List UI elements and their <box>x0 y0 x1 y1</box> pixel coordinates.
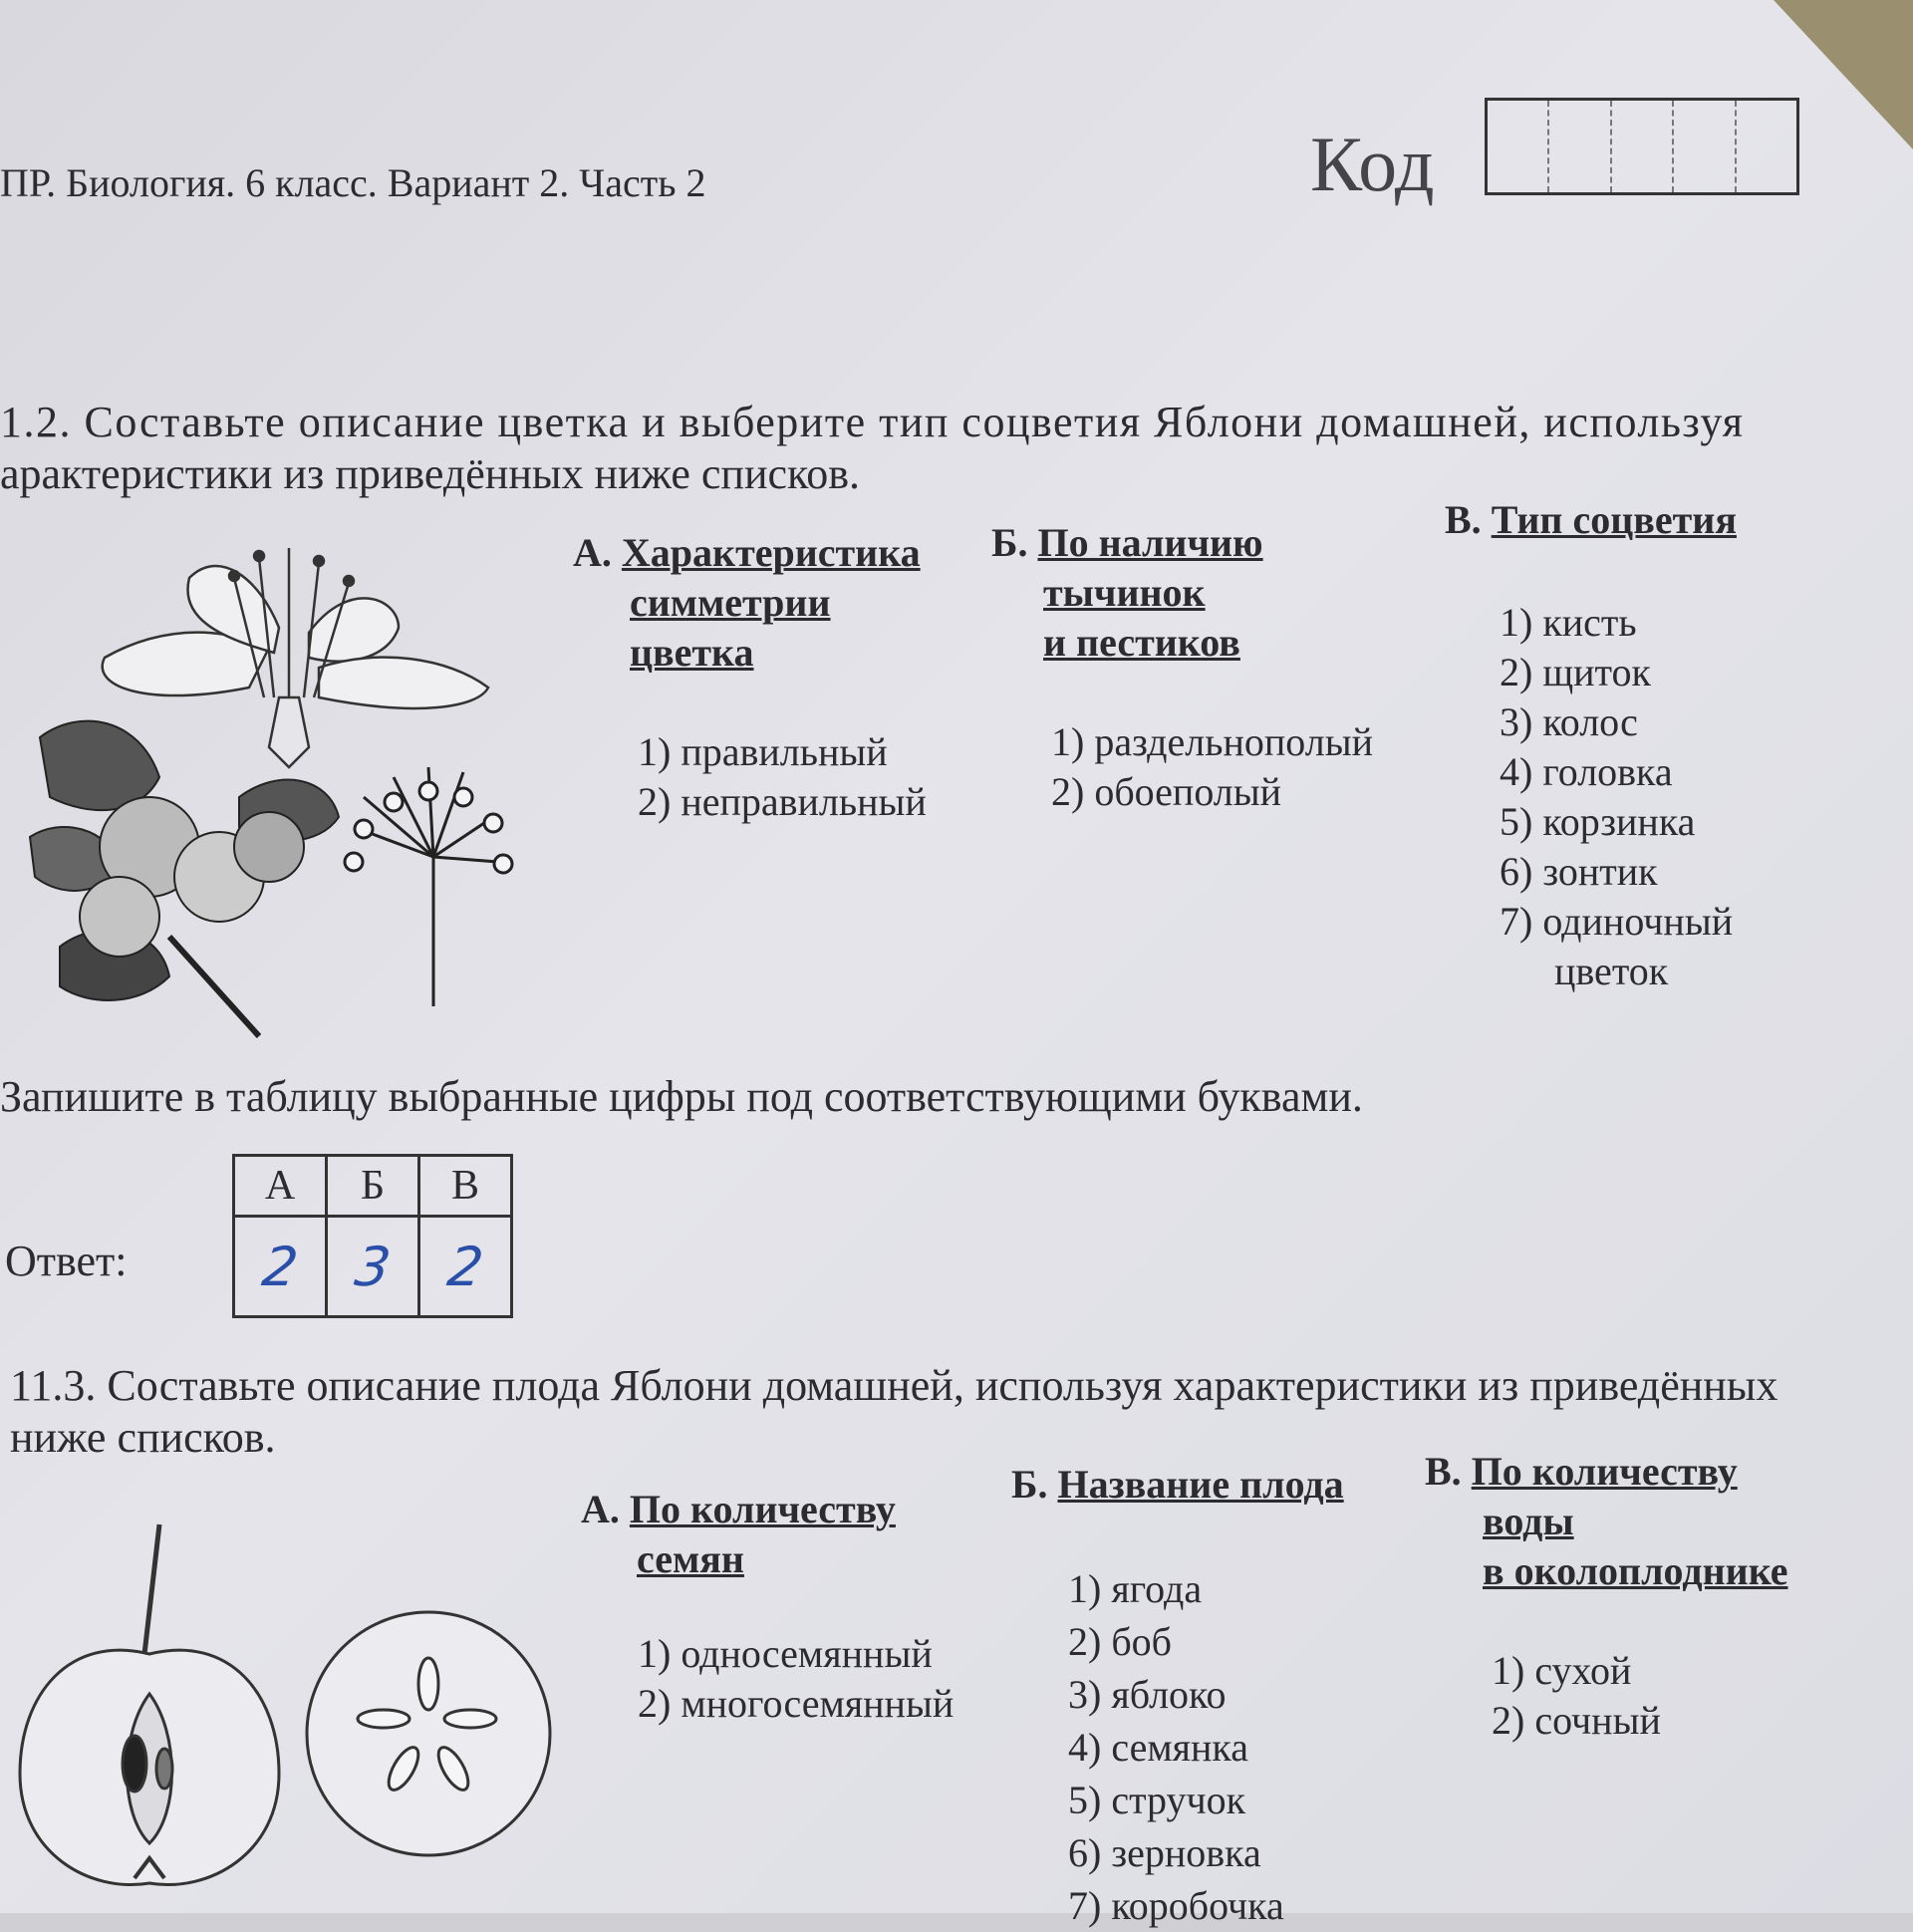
task-11-2-question <box>0 397 1893 500</box>
code-cell[interactable] <box>1488 101 1549 192</box>
option-item: 3) яблоко <box>1068 1672 1227 1717</box>
flower-cross-section-drawing <box>103 548 488 767</box>
column-letter: А. <box>573 530 612 575</box>
handwritten-answer: 3 <box>351 1235 395 1298</box>
answer-label: Ответ: <box>5 1237 128 1285</box>
option-item: 4) головка <box>1500 749 1673 794</box>
task-text-line: ниже списков. <box>10 1413 276 1462</box>
column-letter: Б. <box>1011 1462 1048 1507</box>
task-text-line: арактеристики из приведённых ниже списков. <box>0 449 860 498</box>
option-item: 1) кисть <box>1500 600 1637 645</box>
page-header: ПР. Биология. 6 класс. Вариант 2. Часть 2 <box>0 160 706 205</box>
column-letter: Б. <box>991 520 1028 565</box>
option-item: 1) односемянный <box>638 1631 933 1676</box>
task-11-3-column-a-heading <box>581 1485 896 1584</box>
column-heading-line: По количеству <box>1471 1449 1738 1494</box>
task-text-line: 11.3. Составьте описание плода Яблони домашней, используя характеристики из приведённых <box>10 1361 1778 1410</box>
option-item: 2) сочный <box>1492 1698 1661 1743</box>
column-heading-line: Тип соцветия <box>1491 497 1737 542</box>
apple-fruit-illustration <box>10 1515 568 1913</box>
column-letter: В. <box>1445 497 1482 542</box>
handwritten-answer: 2 <box>258 1235 302 1298</box>
answer-cell-a[interactable] <box>234 1217 327 1317</box>
option-item: 2) щиток <box>1500 650 1651 694</box>
apple-longitudinal-section-drawing <box>20 1524 279 1885</box>
apple-flower-illustration <box>20 518 538 1056</box>
column-heading-line: симметрии <box>630 580 831 625</box>
answer-table <box>232 1154 513 1318</box>
column-heading-line: тычинок <box>1043 570 1206 615</box>
flowering-branch-drawing <box>30 721 339 1036</box>
option-item: 2) боб <box>1068 1619 1173 1664</box>
answer-header-v: В <box>419 1156 512 1217</box>
umbel-inflorescence-diagram <box>345 767 512 1006</box>
code-cell[interactable] <box>1549 101 1611 192</box>
option-item: 2) многосемянный <box>638 1681 955 1726</box>
task-11-3-column-b-options <box>1068 1562 1284 1932</box>
option-item: 1) раздельнополый <box>1051 719 1373 764</box>
option-item: 5) стручок <box>1068 1778 1246 1822</box>
option-item: 1) ягода <box>1068 1566 1203 1611</box>
task-11-2-column-a-options <box>638 727 927 827</box>
option-item: 7) коробочка <box>1068 1883 1284 1928</box>
task-11-2-column-c-heading <box>1445 495 1737 545</box>
option-item: 4) семянка <box>1068 1725 1249 1770</box>
task-11-3-column-c-heading <box>1425 1447 1788 1596</box>
task-11-2-column-b-heading <box>991 518 1263 668</box>
option-item: 2) неправильный <box>638 779 927 824</box>
answer-instruction: Запишите в таблицу выбранные цифры под соответствующими буквами. <box>0 1072 1363 1121</box>
option-item: 5) корзинка <box>1500 799 1696 844</box>
option-item: 3) колос <box>1500 699 1638 744</box>
task-11-3-column-b-heading <box>1011 1460 1344 1510</box>
column-heading-line: воды <box>1483 1499 1574 1543</box>
answer-header-a: А <box>234 1156 327 1217</box>
task-11-3-column-a-options <box>638 1629 954 1729</box>
code-cell[interactable] <box>1674 101 1736 192</box>
answer-cell-b[interactable] <box>327 1217 419 1317</box>
option-item: 1) правильный <box>638 729 888 774</box>
column-heading-line: Характеристика <box>621 530 921 575</box>
option-item: 1) сухой <box>1492 1648 1632 1693</box>
task-11-2-column-b-options <box>1051 717 1373 817</box>
code-cell[interactable] <box>1612 101 1674 192</box>
answer-header-b: Б <box>327 1156 419 1217</box>
column-heading-line: По наличию <box>1037 520 1263 565</box>
column-letter: В. <box>1425 1449 1462 1494</box>
column-letter: А. <box>581 1487 620 1531</box>
task-text-line: 1.2. Составьте описание цветка и выберите тип соцветия Яблони домашней, используя <box>0 398 1745 446</box>
answer-cell-v[interactable] <box>419 1217 512 1317</box>
task-11-2-column-c-options <box>1500 598 1733 996</box>
column-heading-line: в околоплоднике <box>1483 1548 1788 1593</box>
column-heading-line: По количеству <box>629 1487 896 1531</box>
task-11-3-column-c-options <box>1492 1646 1661 1746</box>
column-heading-line: цветка <box>630 630 754 675</box>
column-heading-line: и пестиков <box>1043 620 1240 665</box>
task-11-2-column-a-heading <box>573 528 921 678</box>
option-item: 6) зерновка <box>1068 1830 1261 1875</box>
option-item: 6) зонтик <box>1500 849 1658 894</box>
option-item: 2) обоеполый <box>1051 769 1282 814</box>
option-item: 7) одиночный <box>1500 899 1734 944</box>
column-heading-line: Название плода <box>1057 1462 1344 1507</box>
code-cell[interactable] <box>1737 101 1796 192</box>
code-label: Код <box>1310 121 1435 207</box>
handwritten-answer: 2 <box>443 1235 487 1298</box>
column-heading-line: семян <box>637 1536 744 1581</box>
code-entry-box[interactable] <box>1485 98 1799 195</box>
apple-cross-section-drawing <box>307 1612 550 1855</box>
option-item: цветок <box>1554 949 1669 993</box>
